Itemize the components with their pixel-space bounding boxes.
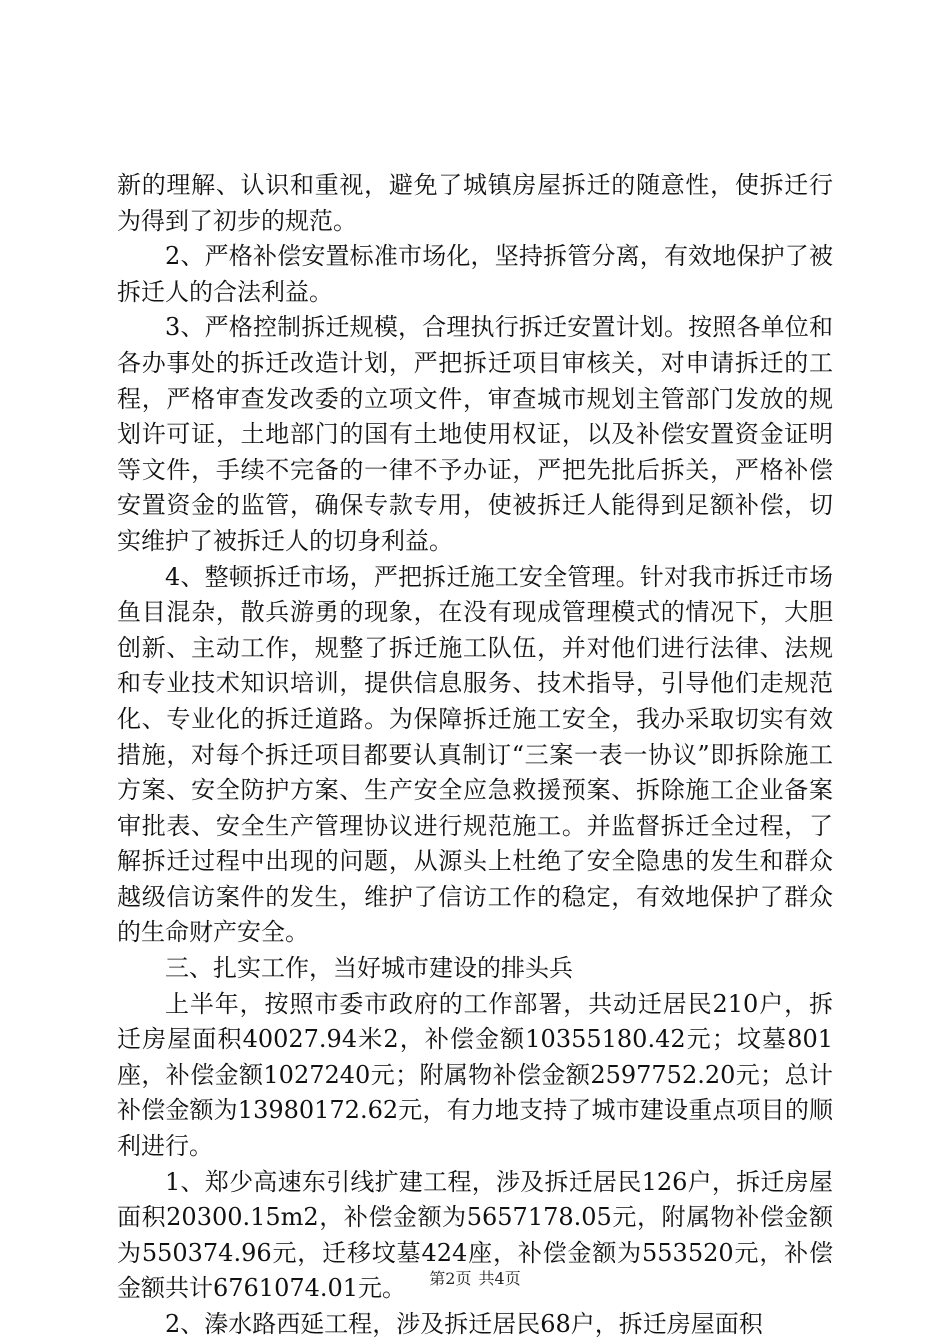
section-heading: 三、扎实工作，当好城市建设的排头兵 (165, 954, 573, 983)
paragraph-1: 新的理解、认识和重视，避免了城镇房屋拆迁的随意性，使拆迁行为得到了初步的规范。 (117, 171, 833, 235)
paragraph-2: 2、严格补偿安置标准市场化，坚持拆管分离，有效地保护了被拆迁人的合法利益。 (117, 242, 833, 306)
document-body (117, 168, 833, 1343)
total-pages: 共4页 (478, 1269, 521, 1288)
page-number: 第2页 (429, 1269, 472, 1288)
page-footer (0, 1268, 950, 1290)
paragraph-7: 1、郑少高速东引线扩建工程，涉及拆迁居民126户，拆迁房屋面积20300.15m2，补偿金额为5657178.05元，附属物补偿金额为550374.96元，迁移坟墓424座，补偿金额为553520元，补偿金额共计6761074.01元。 (117, 1167, 833, 1303)
paragraph-6: 上半年，按照市委市政府的工作部署，共动迁居民210户，拆迁房屋面积40027.94米2，补偿金额10355180.42元；坟墓801座，补偿金额1027240元；附属物补偿金额2597752.20元；总计补偿金额为13980172.62元，有力地支持了城市建设重点项目的顺利进行。 (117, 989, 833, 1161)
paragraph-3: 3、严格控制拆迁规模，合理执行拆迁安置计划。按照各单位和各办事处的拆迁改造计划，严把拆迁项目审核关，对申请拆迁的工程，严格审查发改委的立项文件，审查城市规划主管部门发放的规划许可证，土地部门的国有土地使用权证，以及补偿安置资金证明等文件，手续不完备的一律不予办证，严把先批后拆关，严格补偿安置资金的监管，确保专款专用，使被拆迁人能得到足额补偿，切实维护了被拆迁人的切身利益。 (117, 313, 833, 555)
paragraph-4: 4、整顿拆迁市场，严把拆迁施工安全管理。针对我市拆迁市场鱼目混杂，散兵游勇的现象，在没有现成管理模式的情况下，大胆创新、主动工作，规整了拆迁施工队伍，并对他们进行法律、法规和专业技术知识培训，提供信息服务、技术指导，引导他们走规范化、专业化的拆迁道路。为保障拆迁施工安全，我办采取切实有效措施，对每个拆迁项目都要认真制订“三案一表一协议”即拆除施工方案、安全防护方案、生产安全应急救援预案、拆除施工企业备案审批表、安全生产管理协议进行规范施工。并监督拆迁全过程，了解拆迁过程中出现的问题，从源头上杜绝了安全隐患的发生和群众越级信访案件的发生，维护了信访工作的稳定，有效地保护了群众的生命财产安全。 (117, 562, 833, 947)
paragraph-8: 2、溱水路西延工程，涉及拆迁居民68户，拆迁房屋面积 (165, 1310, 763, 1338)
